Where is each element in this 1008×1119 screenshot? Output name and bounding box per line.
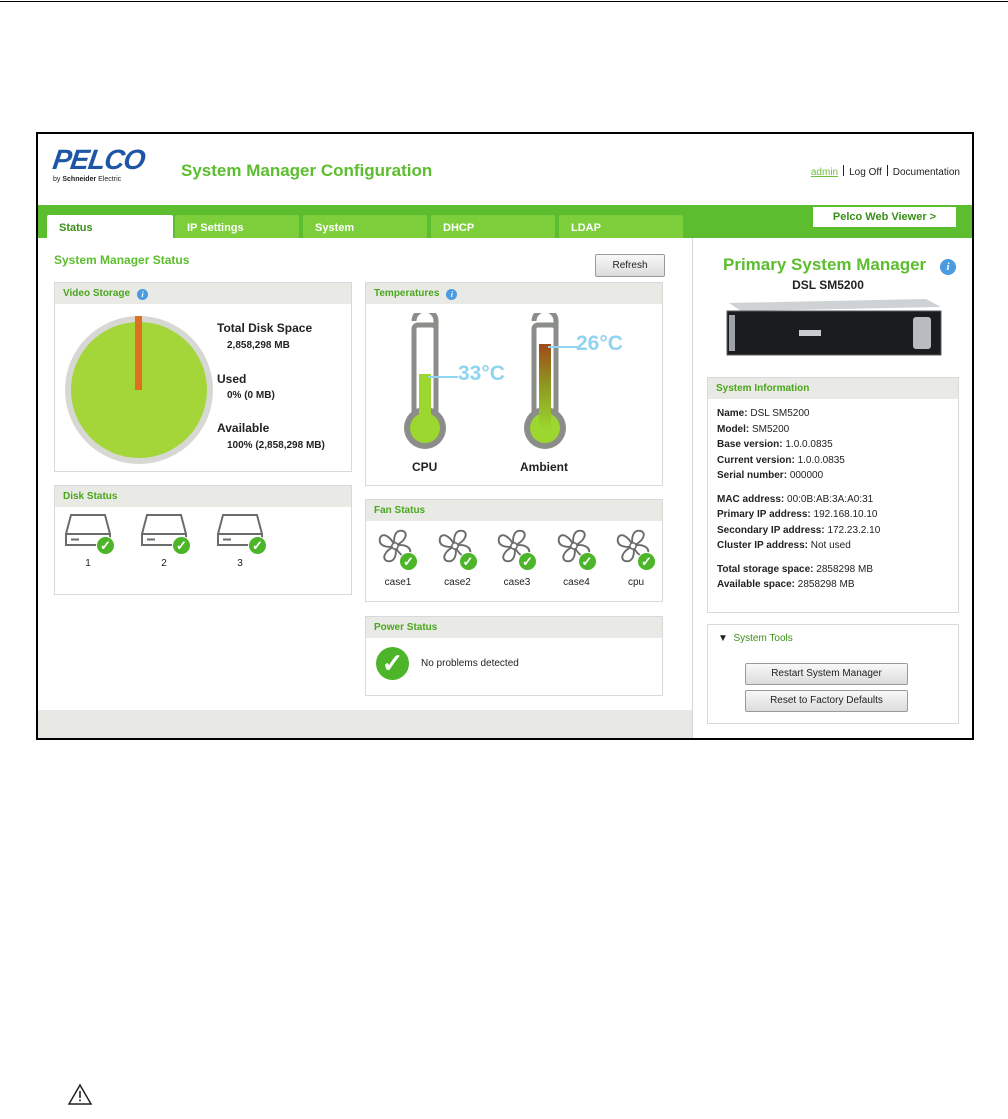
logo-subtext: by Schneider Electric [53,176,122,183]
info-row-model: Model: SM5200 [717,423,790,435]
system-tools-panel [707,624,959,724]
total-disk-space-label: Total Disk Space [217,321,313,335]
info-icon[interactable]: i [137,289,148,300]
used-value: 0% (0 MB) [227,390,275,401]
system-information-panel [707,377,959,613]
info-row-mac-address: MAC address: 00:0B:AB:3A:A0:31 [717,493,874,505]
fan-ok-check-icon: ✓ [637,552,656,571]
info-row-cluster-ip: Cluster IP address: Not used [717,540,851,551]
ambient-thermometer-fill [539,344,551,429]
fan-status-header: Fan Status [366,500,662,521]
app-window [36,132,974,740]
fan-label: case1 [384,577,412,588]
user-link[interactable]: admin [810,167,839,178]
disk-number: 1 [85,558,91,569]
info-row-available-space: Available space: 2858298 MB [717,579,855,590]
info-icon[interactable]: i [446,289,457,300]
fan-status-panel [365,499,663,602]
available-label: Available [217,421,270,435]
server-front [727,311,941,355]
total-disk-space-value: 2,858,298 MB [227,340,290,351]
info-row-base-version: Base version: 1.0.0.0835 [717,439,833,450]
system-information-header: System Information [708,378,958,399]
fan-ok-check-icon: ✓ [399,552,418,571]
reset-factory-defaults-button[interactable]: Reset to Factory Defaults [745,690,908,712]
fan-item [435,526,485,588]
server-handle [913,317,931,349]
tab-ldap[interactable]: LDAP [559,215,683,238]
refresh-button[interactable]: Refresh [595,254,665,277]
fan-ok-check-icon: ✓ [578,552,597,571]
info-row-current-version: Current version: 1.0.0.0835 [717,454,845,466]
info-row-primary-ip: Primary IP address: 192.168.10.10 [717,509,878,520]
disk-ok-check-icon: ✓ [248,536,267,555]
fan-label: case2 [444,577,471,588]
used-label: Used [217,372,247,386]
available-value: 100% (2,858,298 MB) [227,440,325,451]
server-badge [799,330,821,336]
ambient-value-line [548,346,578,348]
triangle-down-icon: ▼ [718,633,728,644]
power-status-message: No problems detected [421,658,519,669]
power-status-panel [365,616,663,696]
restart-system-manager-button[interactable]: Restart System Manager [745,663,908,685]
server-ear [729,315,735,351]
info-icon[interactable]: i [940,259,956,275]
tab-status[interactable]: Status [47,215,173,238]
fan-item [494,526,544,588]
fan-label: case4 [563,577,590,588]
ambient-label: Ambient [520,460,568,474]
logo-text: PELCO [50,144,147,175]
disk-ok-check-icon: ✓ [172,536,191,555]
fan-ok-check-icon: ✓ [518,552,537,571]
cpu-label: CPU [412,460,438,474]
info-row-name: Name: DSL SM5200 [717,408,810,419]
link-separator [887,165,888,176]
info-row-total-storage: Total storage space: 2858298 MB [717,563,874,575]
cpu-temperature-value: 33°C [458,362,505,385]
fan-item [375,526,425,588]
pelco-logo [50,144,147,183]
primary-model: DSL SM5200 [792,278,864,292]
fan-item [613,526,663,588]
cpu-thermometer [400,313,450,453]
info-row-serial-number: Serial number: 000000 [717,470,824,481]
disk-ok-check-icon: ✓ [96,536,115,555]
power-status-header: Power Status [366,617,662,638]
disk-status-panel [54,485,352,595]
disk-item [65,512,115,572]
video-storage-panel [54,282,352,472]
fan-item [554,526,604,588]
cpu-thermometer-fill [419,374,431,429]
page-top-rule [0,1,1008,2]
pie-used-marker [135,316,142,390]
info-row-secondary-ip: Secondary IP address: 172.23.2.10 [717,524,881,536]
server-image [721,297,946,359]
logoff-link[interactable]: Log Off [849,167,882,178]
documentation-link[interactable]: Documentation [892,167,960,178]
disk-item [141,512,191,572]
app-title: System Manager Configuration [181,161,433,180]
disk-status-header: Disk Status [55,486,351,507]
status-content [38,238,690,736]
temperatures-header: Temperatures i [366,283,662,304]
tab-dhcp[interactable]: DHCP [431,215,555,238]
system-information-list [717,406,880,593]
temperatures-panel [365,282,663,486]
page-title: System Manager Status [54,253,190,267]
primary-system-manager-title: Primary System Manager [723,255,927,274]
video-storage-header: Video Storage i [55,283,351,304]
power-ok-check-icon: ✓ [376,647,409,680]
content-footer-bar [38,710,692,738]
tab-ip-settings[interactable]: IP Settings [175,215,299,238]
disk-item [217,512,267,572]
server-top [729,299,941,311]
system-tools-toggle[interactable]: ▼ System Tools [718,633,793,644]
fan-label: cpu [627,577,645,588]
storage-pie-chart [63,314,215,466]
top-links [811,165,960,178]
fan-ok-check-icon: ✓ [459,552,478,571]
ambient-thermometer [520,313,570,453]
link-separator [843,165,844,176]
warning-icon [67,1083,93,1107]
disk-number: 2 [161,558,167,569]
fan-label: case3 [503,577,531,588]
disk-number: 3 [237,558,243,569]
ambient-temperature-value: 26°C [576,332,623,355]
tab-system[interactable]: System [303,215,427,238]
primary-system-manager-column [692,238,973,738]
cpu-value-line [428,376,458,378]
web-viewer-button[interactable]: Pelco Web Viewer > [813,207,956,227]
